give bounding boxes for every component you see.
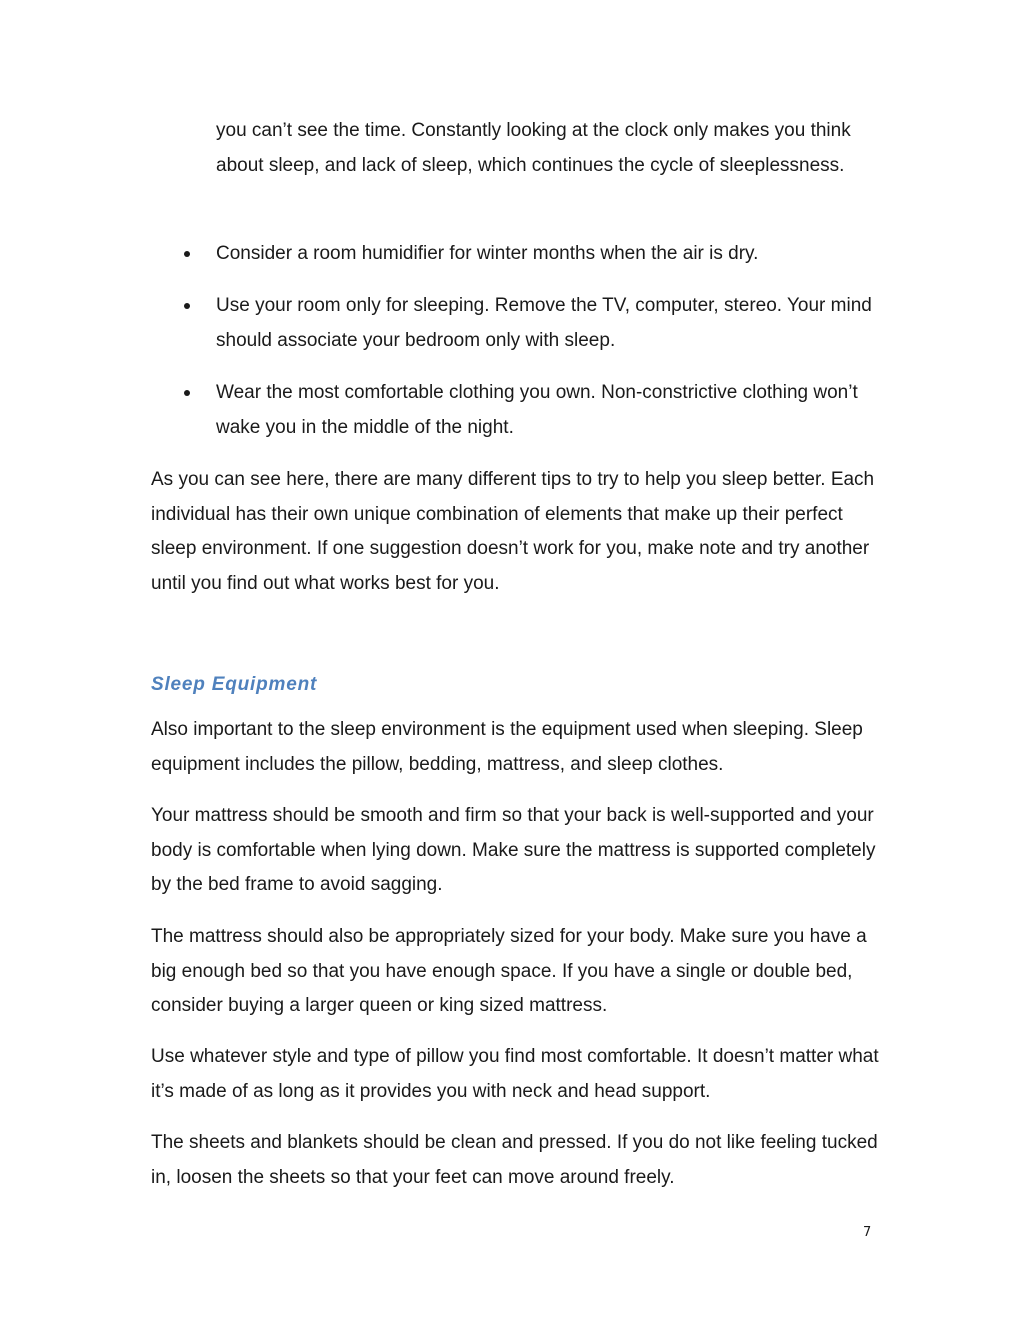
section-paragraph: Your mattress should be smooth and firm so that your back is well-supported and your body is comfortable when lying down. Make sure the mattress is supported completely by the bed frame to avoid sagging.	[151, 805, 876, 896]
bullet-dot-icon	[184, 251, 190, 257]
bullet-item-text: Consider a room humidifier for winter months when the air is dry.	[216, 243, 759, 264]
section-paragraph: Use whatever style and type of pillow you find most comfortable. It doesn’t matter what it’s made of as long as it provides you with neck and head support.	[151, 1046, 879, 1102]
summary-paragraph: As you can see here, there are many different tips to try to help you sleep better. Each individual has their own unique combination of elements that make up their perfect sleep environment. If one suggestion doesn’t work for you, make note and try another until you find out what works best for you.	[151, 469, 875, 595]
bullet-item	[150, 376, 890, 445]
section-paragraph: The sheets and blankets should be clean and pressed. If you do not like feeling tucked in, loosen the sheets so that your feet can move around freely.	[151, 1132, 878, 1188]
bullet-item	[150, 237, 890, 272]
section-paragraph: Also important to the sleep environment is the equipment used when sleeping. Sleep equipment includes the pillow, bedding, mattress, and sleep clothes.	[151, 719, 863, 775]
bullet-dot-icon	[184, 303, 190, 309]
bullet-item-text: Use your room only for sleeping. Remove the TV, computer, stereo. Your mind should associate your bedroom only with sleep.	[216, 295, 872, 351]
section-paragraph: The mattress should also be appropriately sized for your body. Make sure you have a big enough bed so that you have enough space. If you have a single or double bed, consider buying a larger queen or king sized mattress.	[151, 926, 867, 1017]
page-number: 7	[863, 1225, 872, 1240]
section-heading: Sleep Equipment	[151, 674, 318, 695]
bullet-list	[150, 237, 890, 463]
bullet-item-text: Wear the most comfortable clothing you own. Non-constrictive clothing won’t wake you in the middle of the night.	[216, 382, 858, 438]
continued-bullet-text: you can’t see the time. Constantly looking at the clock only makes you think about sleep, and lack of sleep, which continues the cycle of sleeplessness.	[216, 120, 851, 176]
bullet-item	[150, 289, 890, 358]
bullet-dot-icon	[184, 390, 190, 396]
